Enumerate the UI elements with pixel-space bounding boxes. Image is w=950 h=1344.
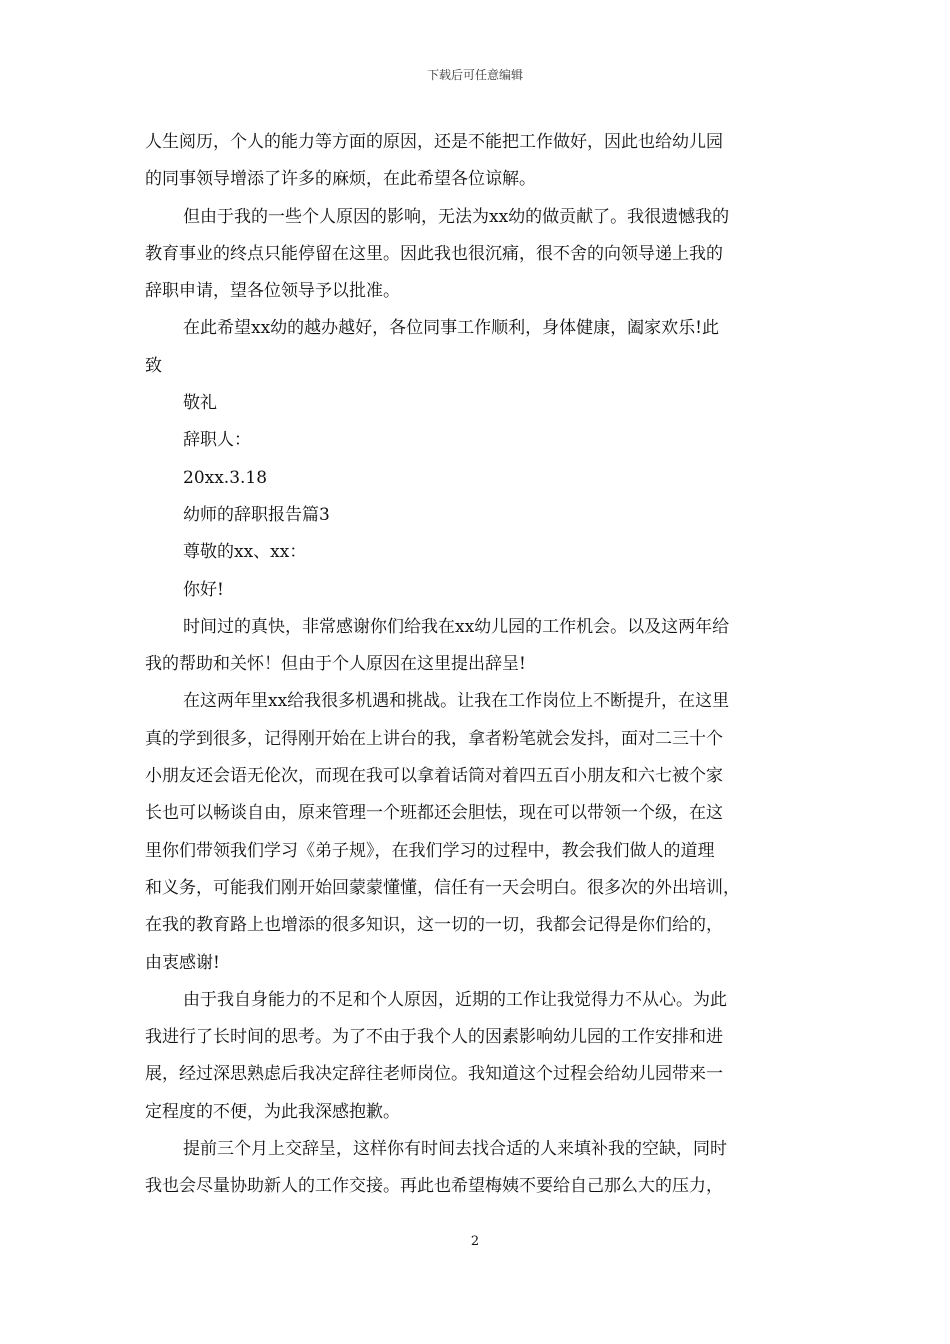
body-text <box>145 124 813 1206</box>
text-line: 真的学到很多，记得刚开始在上讲台的我，拿者粉笔就会发抖，面对二三十个 <box>145 728 723 749</box>
text-line: 20xx.3.18 <box>183 467 268 488</box>
text-line: 致 <box>145 355 162 376</box>
text-line: 你好! <box>183 579 224 600</box>
text-line: 长也可以畅谈自由，原来管理一个班都还会胆怯，现在可以带领一个级，在这 <box>145 803 723 824</box>
text-line: 提前三个月上交辞呈，这样你有时间去找合适的人来填补我的空缺，同时 <box>183 1139 727 1160</box>
text-line: 里你们带领我们学习《弟子规》，在我们学习的过程中，教会我们做人的道理 <box>145 840 715 861</box>
text-line: 辞职人： <box>183 430 251 451</box>
text-line: 尊敬的xx、xx： <box>183 542 307 563</box>
text-line: 教育事业的终点只能停留在这里。因此我也很沉痛，很不舍的向领导递上我的 <box>145 243 723 264</box>
text-line: 辞职申请，望各位领导予以批准。 <box>145 281 400 302</box>
text-line: 人生阅历，个人的能力等方面的原因，还是不能把工作做好，因此也给幼儿园 <box>145 132 723 152</box>
text-line: 我进行了长时间的思考。为了不由于我个人的因素影响幼儿园的工作安排和进 <box>145 1027 723 1048</box>
text-line: 我也会尽量协助新人的工作交接。再此也希望梅姨不要给自己那么大的压力， <box>145 1176 723 1197</box>
text-line: 由于我自身能力的不足和个人原因，近期的工作让我觉得力不从心。为此 <box>183 989 727 1010</box>
section-heading: 幼师的辞职报告篇3 <box>183 504 330 525</box>
text-line: 的同事领导增添了许多的麻烦，在此希望各位谅解。 <box>145 169 536 190</box>
page-header: 下载后可任意编辑 <box>426 68 523 82</box>
text-line: 敬礼 <box>183 393 217 414</box>
page-number: 2 <box>470 1234 480 1249</box>
text-line: 由衷感谢! <box>145 952 220 973</box>
text-line: 我的帮助和关怀！但由于个人原因在这里提出辞呈! <box>145 654 526 675</box>
text-line: 在此希望xx幼的越办越好，各位同事工作顺利，身体健康，阖家欢乐!此 <box>183 318 720 339</box>
text-line: 在我的教育路上也增添的很多知识，这一切的一切，我都会记得是你们给的， <box>145 915 723 936</box>
text-line: 在这两年里xx给我很多机遇和挑战。让我在工作岗位上不断提升，在这里 <box>183 691 730 712</box>
text-line: 和义务，可能我们刚开始回蒙蒙懂懂，信任有一天会明白。很多次的外出培训， <box>145 877 740 898</box>
text-line: 小朋友还会语无伦次，而现在我可以拿着话筒对着四五百小朋友和六七被个家 <box>145 766 723 787</box>
text-line: 时间过的真快，非常感谢你们给我在xx幼儿园的工作机会。以及这两年给 <box>183 616 730 637</box>
text-line: 展，经过深思熟虑后我决定辞往老师岗位。我知道这个过程会给幼儿园带来一 <box>145 1064 723 1085</box>
text-line: 定程度的不便，为此我深感抱歉。 <box>145 1101 400 1122</box>
text-line: 但由于我的一些个人原因的影响，无法为xx幼的做贡献了。我很遗憾我的 <box>183 206 730 227</box>
